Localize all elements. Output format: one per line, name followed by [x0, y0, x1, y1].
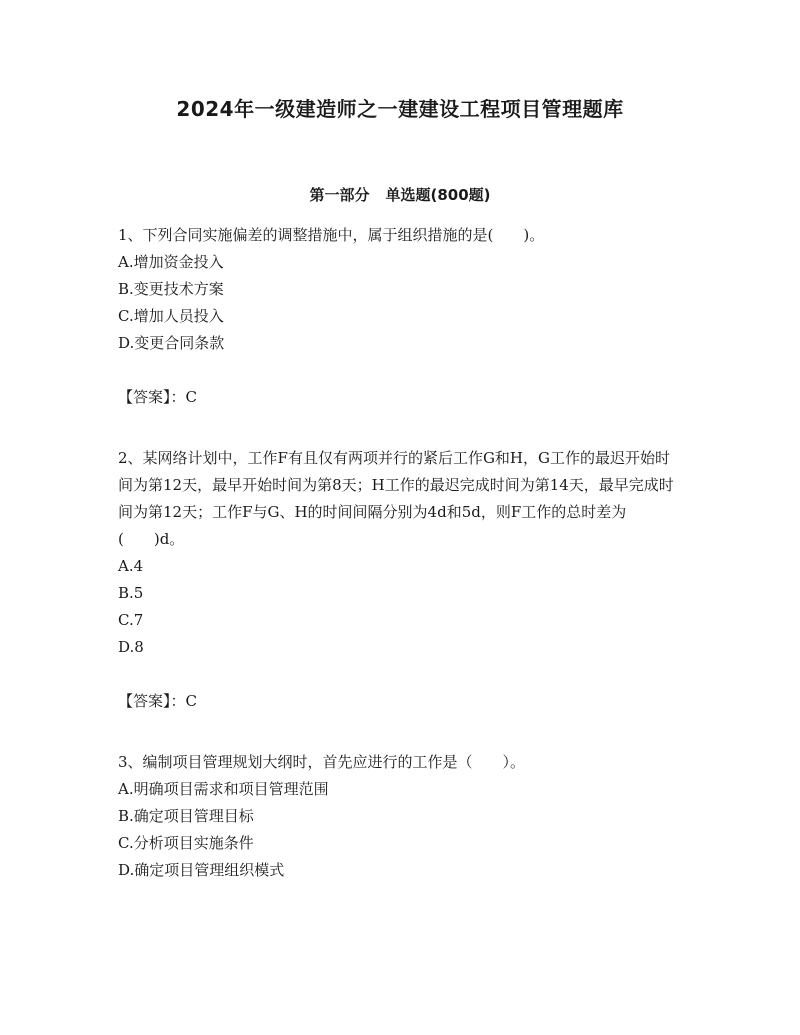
option-d: D.变更合同条款 [118, 334, 225, 352]
option-c: C.分析项目实施条件 [118, 834, 254, 852]
question-1 [118, 222, 683, 411]
answer-label: 【答案】： [118, 388, 186, 406]
question-stem: 3、编制项目管理规划大纲时，首先应进行的工作是（ ）。 [118, 753, 526, 771]
section-part: 第一部分 [309, 186, 370, 204]
answer-label: 【答案】： [118, 692, 186, 710]
section-name: 单选题(800题) [385, 186, 491, 204]
question-list [118, 222, 683, 884]
option-b: B.确定项目管理目标 [118, 807, 254, 825]
option-c: C.7 [118, 611, 144, 629]
option-b: B.5 [118, 584, 144, 602]
question-stem: 1、下列合同实施偏差的调整措施中，属于组织措施的是( )。 [118, 226, 545, 244]
option-a: A.4 [118, 557, 144, 575]
option-c: C.增加人员投入 [118, 307, 224, 325]
answer-value: C [185, 692, 197, 710]
document-title: 2024年一级建造师之一建建设工程项目管理题库 [176, 97, 624, 121]
section-heading [0, 184, 800, 205]
option-a: A.明确项目需求和项目管理范围 [118, 780, 329, 798]
option-a: A.增加资金投入 [118, 253, 224, 271]
option-d: D.确定项目管理组织模式 [118, 861, 285, 879]
answer-value: C [185, 388, 197, 406]
question-2 [118, 445, 683, 715]
option-b: B.变更技术方案 [118, 280, 224, 298]
question-3 [118, 749, 683, 884]
answer-line [118, 688, 683, 715]
option-d: D.8 [118, 638, 144, 656]
question-stem: 2、某网络计划中，工作F有且仅有两项并行的紧后工作G和H，G工作的最迟开始时间为第12天，最早开始时间为第8天；H工作的最迟完成时间为第14天，最早完成时间为第12天；工作F与G、H的时间间隔分别为4d和5d，则F工作的总时差为( )d。 [118, 449, 674, 548]
answer-line [118, 384, 683, 411]
